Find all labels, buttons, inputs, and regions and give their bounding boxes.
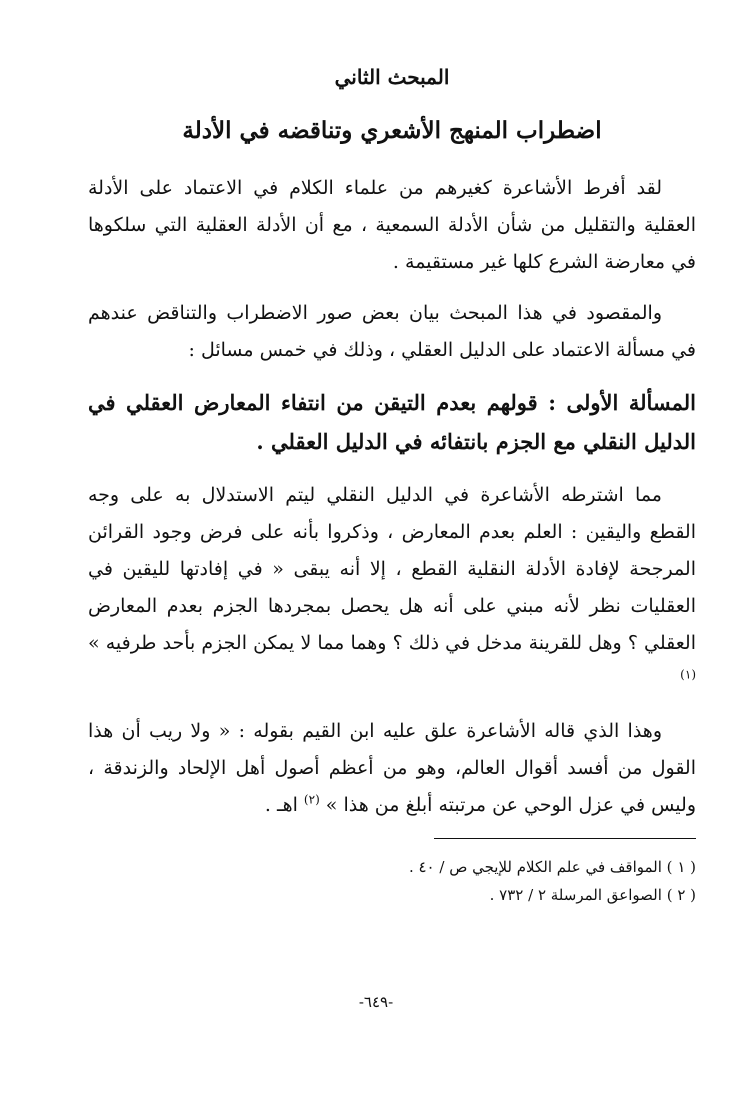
chapter-title: المبحث الثاني [334,65,450,89]
paragraph-4-text: وهذا الذي قاله الأشاعرة علق عليه ابن القيم بقوله : « ولا ريب أن هذا القول من أفسد أقوال العالم، وهو من أعظم أصول أهل الإلحاد والزندقة ، وليس في عزل الوحي عن مرتبته أبلغ من هذا » [88,720,696,816]
paragraph-4-end: اهـ . [264,794,298,816]
paragraph-1: لقد أفرط الأشاعرة كغيرهم من علماء الكلام في الاعتماد على الأدلة العقلية والتقليل من شأن الأدلة السمعية ، مع أن الأدلة العقلية التي سلكوها في معارضة الشرع كلها غير مستقيمة . [88,177,696,273]
footnote-divider [434,838,696,839]
issue-text: قولهم بعدم التيقن من انتفاء المعارض العقلي في الدليل النقلي مع الجزم بانتفائه في الدليل العقلي . [88,390,696,454]
footnote-ref-1: (١) [680,667,696,682]
footnote-ref-2: (٢) [303,792,320,807]
footnote-1: ( ١ ) المواقف في علم الكلام للإيجي ص / ٤٠ . [408,858,696,876]
paragraph-4 [88,713,696,824]
paragraph-3 [88,477,696,699]
paragraph-2: والمقصود في هذا المبحث بيان بعض صور الاضطراب والتناقض عندهم في مسألة الاعتماد على الدليل العقلي ، وذلك في خمس مسائل : [88,302,696,361]
issue-heading [88,383,696,461]
issue-label: المسألة الأولى : [548,390,696,415]
page-number: -٦٤٩- [358,993,394,1011]
paragraph-3-text: مما اشترطه الأشاعرة في الدليل النقلي ليتم الاستدلال به على وجه القطع واليقين : العلم بعدم المعارض ، وذكروا بأنه على فرض وجود القرائن المرجحة لإفادة الأدلة النقلية القطع ، إلا أنه يبقى « في إفادتها لليقين في العقليات نظر لأنه مبني على أنه هل يحصل بمجردها الجزم بعدم المعارض العقلي ؟ وهل للقرينة مدخل في ذلك ؟ وهما مما لا يمكن الجزم بأحد طرفيه » [88,484,696,654]
footnote-2: ( ٢ ) الصواعق المرسلة ٢ / ٧٣٢ . [489,886,696,904]
main-title: اضطراب المنهج الأشعري وتناقضه في الأدلة [182,117,602,144]
document-page [88,62,696,909]
